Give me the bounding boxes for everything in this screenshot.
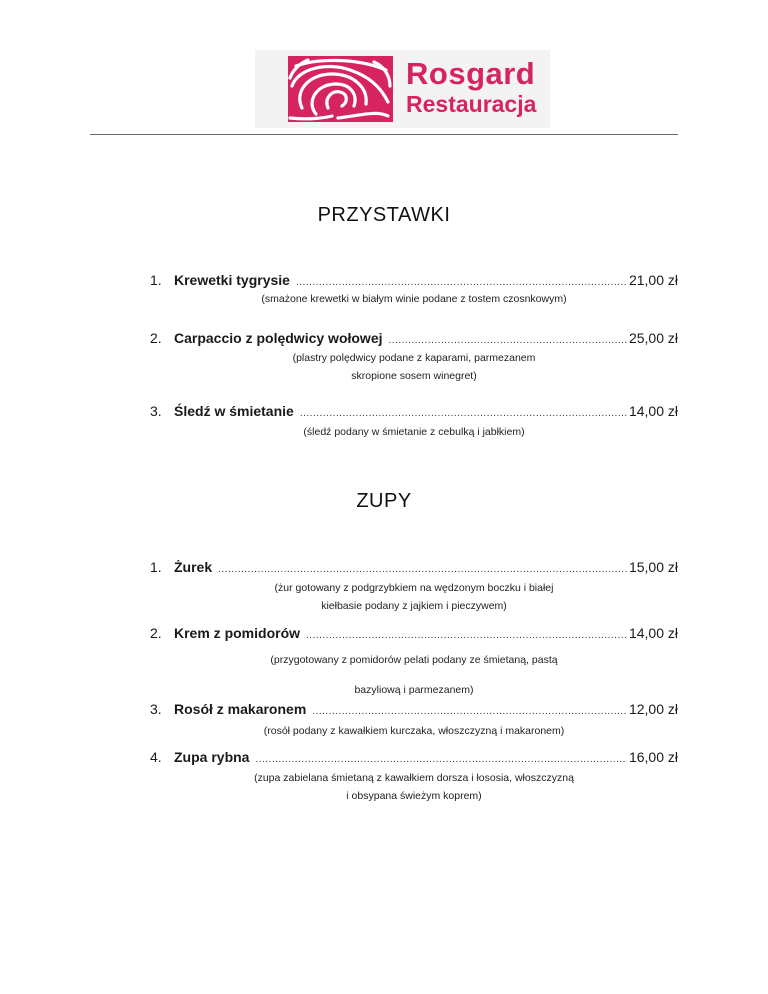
item-name: Żurek: [174, 559, 213, 575]
menu-item: [150, 330, 678, 350]
logo-subtitle: Restauracja: [406, 91, 537, 117]
dot-leader: [296, 277, 627, 288]
item-description: (żur gotowany z podgrzybkiem na wędzonym boczku i białej kiełbasie podany z jajkiem i pieczywem): [274, 582, 554, 612]
item-price: 14,00 zł: [628, 625, 678, 641]
item-price: 12,00 zł: [628, 701, 678, 717]
item-description: (smażone krewetki w białym winie podane z tostem czosnkowym): [261, 293, 567, 305]
item-price: 21,00 zł: [628, 272, 678, 288]
item-description: (zupa zabielana śmietaną z kawałkiem dorsza i łososia, włoszczyzną i obsypana świeżym koprem): [254, 772, 574, 802]
item-number: 1.: [150, 559, 162, 575]
item-number: 4.: [150, 749, 162, 765]
dot-leader: [312, 706, 627, 717]
dot-leader: [389, 335, 627, 346]
item-description: (plastry polędwicy podane z kaparami, parmezanem skropione sosem winegret): [292, 352, 536, 382]
dot-leader: [255, 754, 626, 765]
menu-item: [150, 749, 678, 769]
item-name: Krem z pomidorów: [174, 625, 301, 641]
item-price: 16,00 zł: [628, 749, 678, 765]
item-number: 3.: [150, 701, 162, 717]
item-description: (rosół podany z kawałkiem kurczaka, włoszczyzną i makaronem): [263, 725, 565, 737]
item-name: Zupa rybna: [174, 749, 250, 765]
item-name: Carpaccio z polędwicy wołowej: [174, 330, 383, 346]
header-divider: [90, 134, 678, 135]
item-number: 1.: [150, 272, 162, 288]
item-description: (przygotowany z pomidorów pelati podany ze śmietaną, pastą bazyliową i parmezanem): [270, 654, 558, 696]
dot-leader: [306, 630, 627, 641]
menu-item: [150, 559, 678, 579]
menu-item: [150, 403, 678, 423]
logo-name: Rosgard: [406, 56, 536, 91]
item-number: 3.: [150, 403, 162, 419]
menu-item: [150, 701, 678, 721]
section-title-przystawki: PRZYSTAWKI: [317, 204, 451, 226]
dot-leader: [218, 564, 627, 575]
item-name: Śledź w śmietanie: [174, 403, 294, 419]
item-name: Krewetki tygrysie: [174, 272, 290, 288]
restaurant-logo: [255, 50, 550, 128]
item-name: Rosół z makaronem: [174, 701, 307, 717]
item-price: 25,00 zł: [628, 330, 678, 346]
item-number: 2.: [150, 330, 162, 346]
menu-item: [150, 625, 678, 645]
dot-leader: [300, 408, 627, 419]
item-number: 2.: [150, 625, 162, 641]
item-price: 14,00 zł: [628, 403, 678, 419]
item-description: (śledź podany w śmietanie z cebulką i jabłkiem): [303, 426, 525, 438]
item-price: 15,00 zł: [628, 559, 678, 575]
section-title-zupy: ZUPY: [356, 490, 412, 512]
rose-icon: [288, 56, 393, 122]
menu-item: [150, 272, 678, 292]
